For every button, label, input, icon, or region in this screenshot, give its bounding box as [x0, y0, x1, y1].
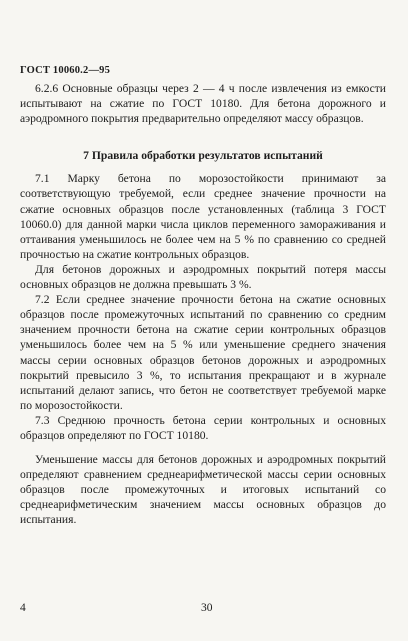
- page-body: [20, 81, 386, 528]
- paragraph-spacer: [20, 443, 386, 452]
- document-id-header: ГОСТ 10060.2—95: [20, 65, 111, 76]
- paragraph-6-2-6: 6.2.6 Основные образцы через 2 — 4 ч после извлечения из емкости испытывают на сжатие по ГОСТ 10180. Для бетона дорожного и аэродромного покрытия предварительно определяют массу образцов.: [20, 82, 386, 126]
- section-title: 7 Правила обработки результатов испытаний: [83, 149, 323, 163]
- paragraph-7-1: 7.1 Марку бетона по морозостойкости принимают за соответствующую требуемой, если среднее значение прочности на сжатие основных образцов после установленных (таблица 3 ГОСТ 10060.0) для данной марки числа циклов переменного замораживания и оттаивания уменьшилось не более чем на 5 % по сравнению со средней прочностью на сжатие контрольных образцов.: [20, 172, 386, 261]
- sheet-number: 30: [201, 602, 213, 614]
- paragraph-7-3-mass-reduction: Уменьшение массы для бетонов дорожных и аэродромных покрытий определяют сравнением среднеарифметической массы серии основных образцов после промежуточных и итоговых испытаний со среднеарифметическим значением массы основных образцов до испытания.: [20, 453, 386, 527]
- paragraph-7-2: 7.2 Если среднее значение прочности бетона на сжатие основных образцов после промежуточных испытаний по сравнению со средним значением прочности бетона на сжатие серии контрольных образцов уменьшилось более чем на 5 % или уменьшение среднего значения массы серии основных образцов бетонов дорожных и аэродромных покрытий превысило 3 %, то испытания прекращают и в журнале испытаний делают запись, что бетон не соответствует требуемой марке по морозостойкости.: [20, 293, 386, 412]
- paragraph-7-1-mass-loss: Для бетонов дорожных и аэродромных покрытий потеря массы основных образцов не должна превышать 3 %.: [20, 262, 386, 292]
- page-number: 4: [20, 602, 26, 614]
- paragraph-7-3: 7.3 Среднюю прочность бетона серии контрольных и основных образцов определяют по ГОСТ 10180.: [20, 413, 386, 442]
